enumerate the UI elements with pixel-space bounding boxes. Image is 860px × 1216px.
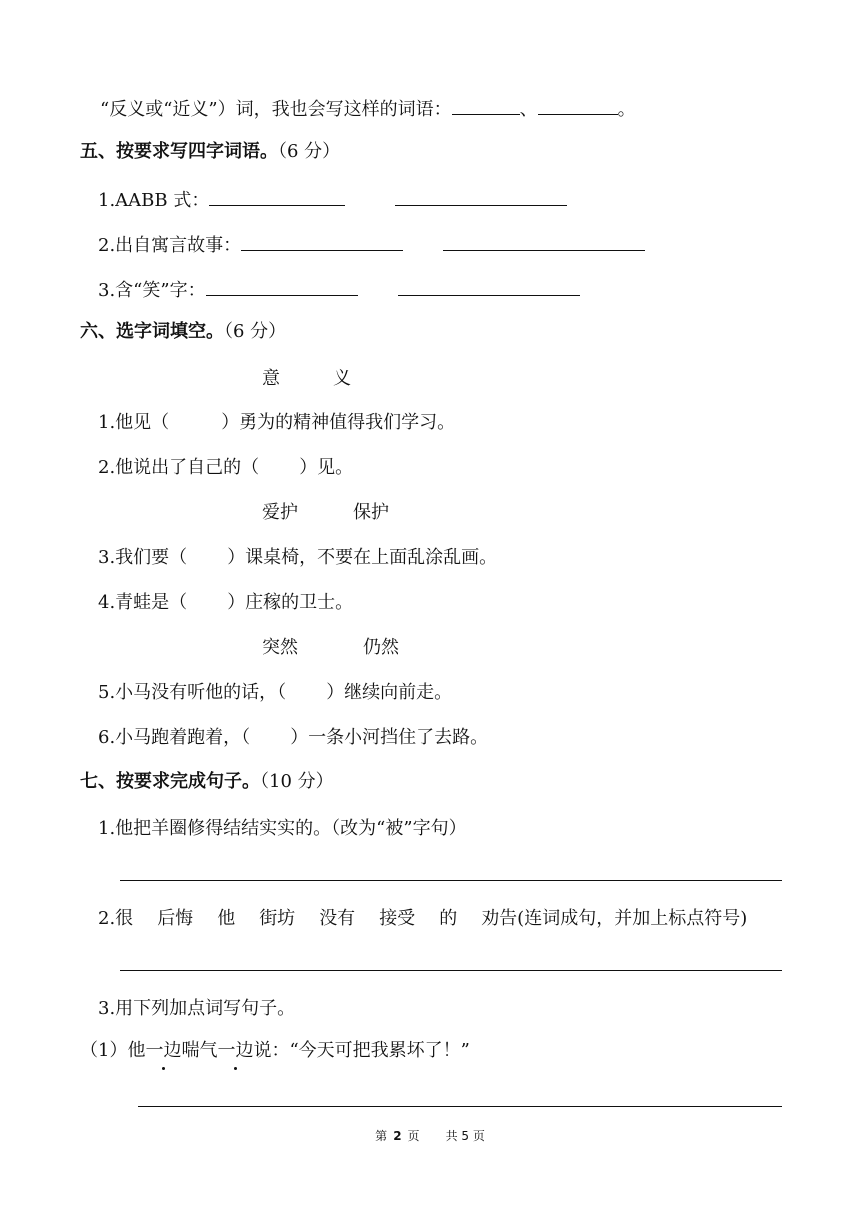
section-title: 七、按要求完成句子。	[80, 771, 260, 792]
word: 的	[439, 908, 458, 929]
page-unit: 页	[407, 1129, 420, 1143]
section-5-item-1	[98, 187, 567, 213]
word: 没有	[319, 908, 356, 929]
item-text: 2.他说出了自己的（	[98, 457, 260, 478]
section-5-heading	[80, 140, 340, 164]
section-7-q3-1	[80, 1039, 470, 1063]
answer-blank[interactable]	[209, 187, 345, 206]
section-6-item-3	[98, 546, 497, 570]
item-text: 3.我们要（	[98, 547, 188, 568]
item-text: ）勇为的精神值得我们学习。	[221, 412, 456, 433]
sentence-text: 喘气	[181, 1040, 218, 1061]
section-5-item-3	[98, 277, 580, 303]
intro-text: “反义或“近义”）词，我也会写这样的词语：	[100, 99, 452, 120]
intro-line	[100, 96, 636, 122]
item-label: 1.AABB 式：	[98, 190, 210, 211]
item-label: 2.出自寓言故事：	[98, 235, 242, 256]
answer-line[interactable]	[120, 970, 782, 971]
page-footer	[0, 1127, 860, 1144]
answer-blank[interactable]	[443, 232, 645, 251]
blank[interactable]	[538, 96, 618, 115]
word: 后悔	[157, 908, 194, 929]
section-points: （6 分）	[278, 141, 341, 162]
blank[interactable]	[452, 96, 520, 115]
section-6-item-2	[98, 456, 353, 480]
word: 接受	[379, 908, 416, 929]
section-6-item-6	[98, 726, 488, 750]
period: 。	[617, 99, 636, 120]
word: 街坊	[259, 908, 296, 929]
answer-blank[interactable]	[206, 277, 358, 296]
dotted-word: 一边	[217, 1040, 254, 1061]
choice-word: 突然	[262, 637, 298, 658]
section-6-item-5	[98, 681, 452, 705]
answer-blank[interactable]	[398, 277, 580, 296]
answer-blank[interactable]	[395, 187, 567, 206]
item-text: 5.小马没有听他的话，（	[98, 682, 287, 703]
answer-line[interactable]	[120, 880, 782, 881]
item-text: 4.青蛙是（	[98, 592, 188, 613]
answer-line[interactable]	[138, 1106, 782, 1107]
item-text: ）一条小河挡住了去路。	[290, 727, 489, 748]
section-6-heading	[80, 320, 286, 344]
item-text: ）课桌椅，不要在上面乱涂乱画。	[227, 547, 498, 568]
word: 2.很	[98, 908, 134, 929]
item-text: 1.他见（	[98, 412, 170, 433]
item-text: 6.小马跑着跑着，（	[98, 727, 251, 748]
item-text: ）庄稼的卫士。	[227, 592, 354, 613]
choice-word: 义	[333, 368, 351, 389]
dotted-word: 一边	[145, 1040, 182, 1061]
section-title: 六、选字词填空。	[80, 321, 224, 342]
item-label: 3.含“笑”字：	[98, 280, 206, 301]
section-title: 五、按要求写四字词语。	[80, 141, 278, 162]
sentence-text: 说：“今天可把我累坏了！”	[253, 1040, 470, 1061]
page-number: 2	[393, 1129, 402, 1143]
choice-word: 爱护	[262, 502, 298, 523]
item-text: ）继续向前走。	[326, 682, 453, 703]
word: 劝告(连词成句，并加上标点符号)	[481, 908, 748, 929]
separator: 、	[519, 99, 538, 120]
page-label: 第	[375, 1129, 388, 1143]
section-5-item-2	[98, 232, 645, 258]
section-6-item-1	[98, 411, 455, 435]
answer-blank[interactable]	[241, 232, 403, 251]
choice-word: 意	[262, 368, 280, 389]
choice-word: 保护	[353, 502, 389, 523]
section-7-q2	[98, 907, 747, 931]
section-7-q1: 1.他把羊圈修得结结实实的。（改为“被”字句）	[98, 818, 467, 839]
page-total: 共 5 页	[445, 1129, 485, 1143]
section-points: （10 分）	[260, 771, 334, 792]
section-7-q3: 3.用下列加点词写句子。	[98, 998, 296, 1019]
section-points: （6 分）	[224, 321, 287, 342]
sentence-text: （1）他	[80, 1040, 146, 1061]
section-6-item-4	[98, 591, 353, 615]
choice-word: 仍然	[363, 637, 399, 658]
section-7-heading	[80, 770, 334, 794]
word: 他	[217, 908, 236, 929]
item-text: ）见。	[299, 457, 354, 478]
